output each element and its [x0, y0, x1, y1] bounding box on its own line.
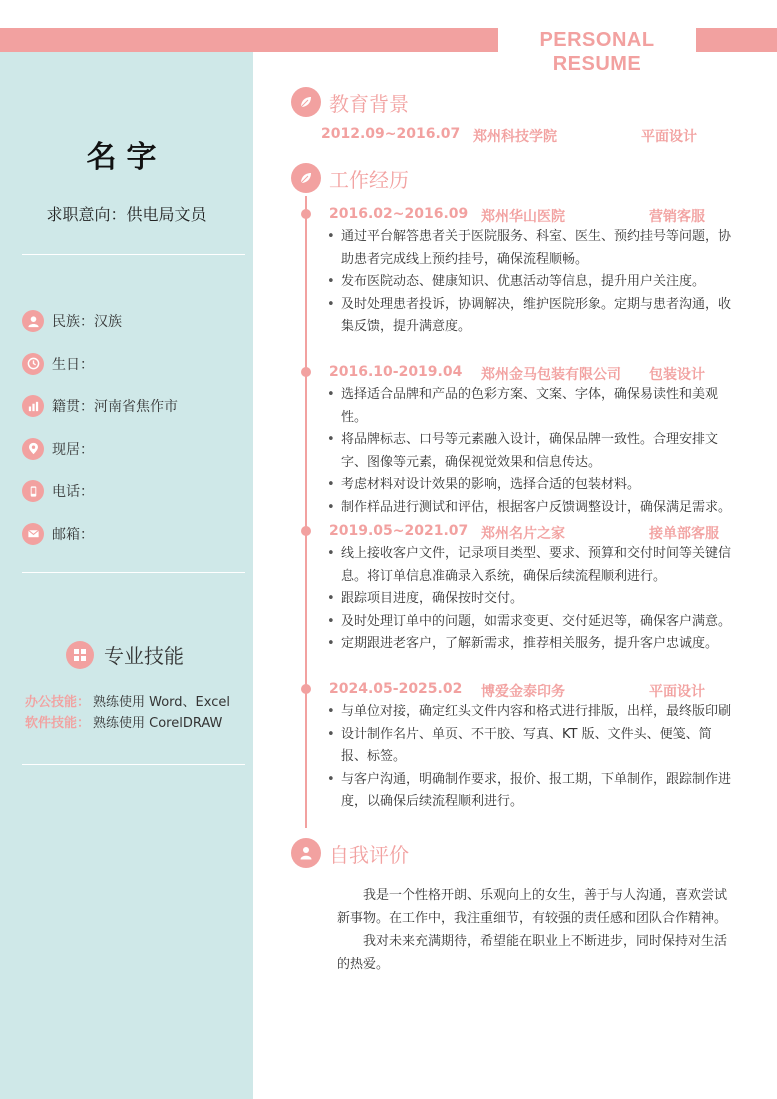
education-date: 2012.09~2016.07 — [321, 126, 461, 142]
list-item: • 将品牌标志、口号等元素融入设计，确保品牌一致性。合理安排文字、图像等元素，确保视觉效果和信息传达。 — [325, 429, 735, 474]
job-header — [329, 206, 739, 226]
list-item: • 与客户沟通，明确制作要求，报价、报工期，下单制作，跟踪制作进度，以确保后续流程顺利进行。 — [325, 769, 735, 814]
job-header — [329, 523, 739, 543]
job-date: 2016.10-2019.04 — [329, 364, 463, 380]
job-bullets — [325, 226, 735, 339]
job-company: 郑州金马包装有限公司 — [481, 367, 621, 383]
job-date: 2016.02~2016.09 — [329, 206, 469, 222]
info-item-native-place — [22, 385, 247, 428]
job-header — [329, 364, 739, 384]
work-title: 工作经历 — [329, 167, 409, 192]
location-icon — [22, 438, 44, 460]
info-item-phone — [22, 470, 247, 513]
skills-list — [25, 692, 230, 734]
info-list — [22, 300, 247, 555]
resume-title: PERSONAL RESUME — [498, 28, 696, 52]
list-item: • 考虑材料对设计效果的影响，选择合适的包装材料。 — [325, 474, 735, 497]
timeline-dot — [301, 526, 311, 536]
info-item-residence — [22, 428, 247, 471]
divider — [22, 764, 245, 765]
self-eval-heading — [291, 838, 409, 868]
list-item: • 与单位对接，确定红头文件内容和格式进行排版，出样，最终版印刷 — [325, 701, 735, 724]
job-company: 博爱金泰印务 — [481, 684, 565, 700]
chart-icon — [22, 395, 44, 417]
info-text: 电话： — [52, 484, 94, 501]
info-text: 生日： — [52, 356, 94, 373]
skill-value: 熟练使用 Word、Excel — [93, 695, 230, 710]
education-row — [321, 126, 731, 146]
work-heading — [291, 163, 409, 193]
job-role: 接单部客服 — [649, 526, 719, 542]
info-text: 籍贯：河南省焦作市 — [52, 399, 178, 416]
list-item: • 通过平台解答患者关于医院服务、科室、医生、预约挂号等问题，协助患者完成线上预约挂号，确保流程顺畅。 — [325, 226, 735, 271]
self-eval-text — [337, 884, 733, 976]
job-role: 营销客服 — [649, 209, 705, 225]
info-item-birthday — [22, 343, 247, 386]
timeline-dot — [301, 367, 311, 377]
list-item: • 发布医院动态、健康知识、优惠活动等信息，提升用户关注度。 — [325, 271, 735, 294]
job-role: 包装设计 — [649, 367, 705, 383]
skill-row — [25, 692, 230, 713]
education-major: 平面设计 — [641, 129, 697, 145]
person-icon — [291, 838, 321, 868]
info-item-ethnicity — [22, 300, 247, 343]
info-text: 现居： — [52, 441, 94, 458]
divider — [22, 572, 245, 573]
skills-heading — [66, 640, 184, 669]
list-item: • 及时处理患者投诉，协调解决，维护医院形象。定期与患者沟通，收集反馈，提升满意度。 — [325, 294, 735, 339]
list-item: • 制作样品进行测试和评估，根据客户反馈调整设计，确保满足需求。 — [325, 497, 735, 520]
list-item: • 选择适合品牌和产品的色彩方案、文案、字体，确保易读性和美观性。 — [325, 384, 735, 429]
list-item: • 设计制作名片、单页、不干胶、写真、KT 版、文件头、便笺、简报、标签。 — [325, 724, 735, 769]
education-heading — [291, 87, 409, 117]
grid-icon — [66, 641, 94, 669]
skill-row — [25, 713, 230, 734]
main-content — [253, 0, 777, 1099]
self-eval-title: 自我评价 — [329, 842, 409, 867]
timeline-dot — [301, 209, 311, 219]
sidebar — [0, 0, 253, 1099]
clock-icon — [22, 353, 44, 375]
leaf-icon — [291, 87, 321, 117]
leaf-icon — [291, 163, 321, 193]
job-intent: 求职意向：供电局文员 — [46, 205, 207, 224]
sidebar-top-cap — [0, 0, 253, 28]
job-bullets — [325, 384, 735, 519]
list-item: • 定期跟进老客户，了解新需求，推荐相关服务，提升客户忠诚度。 — [325, 633, 735, 656]
info-text: 邮箱： — [52, 526, 94, 543]
job-bullets — [325, 701, 735, 814]
skill-key: 软件技能： — [25, 716, 91, 731]
mail-icon — [22, 523, 44, 545]
job-date: 2019.05~2021.07 — [329, 523, 469, 539]
list-item: • 跟踪项目进度，确保按时交付。 — [325, 588, 735, 611]
timeline-dot — [301, 684, 311, 694]
education-school: 郑州科技学院 — [473, 129, 557, 145]
list-item: • 线上接收客户文件，记录项目类型、要求、预算和交付时间等关键信息。将订单信息准确录入系统，确保后续流程顺利进行。 — [325, 543, 735, 588]
person-icon — [22, 310, 44, 332]
phone-icon — [22, 480, 44, 502]
job-role: 平面设计 — [649, 684, 705, 700]
skill-key: 办公技能： — [25, 695, 91, 710]
job-header — [329, 681, 739, 701]
timeline-line — [305, 196, 307, 828]
self-eval-paragraph: 我是一个性格开朗、乐观向上的女生，善于与人沟通，喜欢尝试新事物。在工作中，我注重细节，有较强的责任感和团队合作精神。 — [337, 888, 728, 926]
job-date: 2024.05-2025.02 — [329, 681, 463, 697]
job-bullets — [325, 543, 735, 656]
divider — [22, 254, 245, 255]
list-item: • 及时处理订单中的问题，如需求变更、交付延迟等，确保客户满意。 — [325, 611, 735, 634]
skill-value: 熟练使用 CorelDRAW — [93, 716, 223, 731]
self-eval-paragraph: 我对未来充满期待，希望能在职业上不断进步，同时保持对生活的热爱。 — [337, 934, 728, 972]
job-company: 郑州名片之家 — [481, 526, 565, 542]
job-company: 郑州华山医院 — [481, 209, 565, 225]
skills-title: 专业技能 — [104, 644, 184, 668]
profile-name: 名字 — [86, 140, 167, 175]
info-text: 民族：汉族 — [52, 314, 122, 331]
info-item-email — [22, 513, 247, 556]
education-title: 教育背景 — [329, 91, 409, 116]
